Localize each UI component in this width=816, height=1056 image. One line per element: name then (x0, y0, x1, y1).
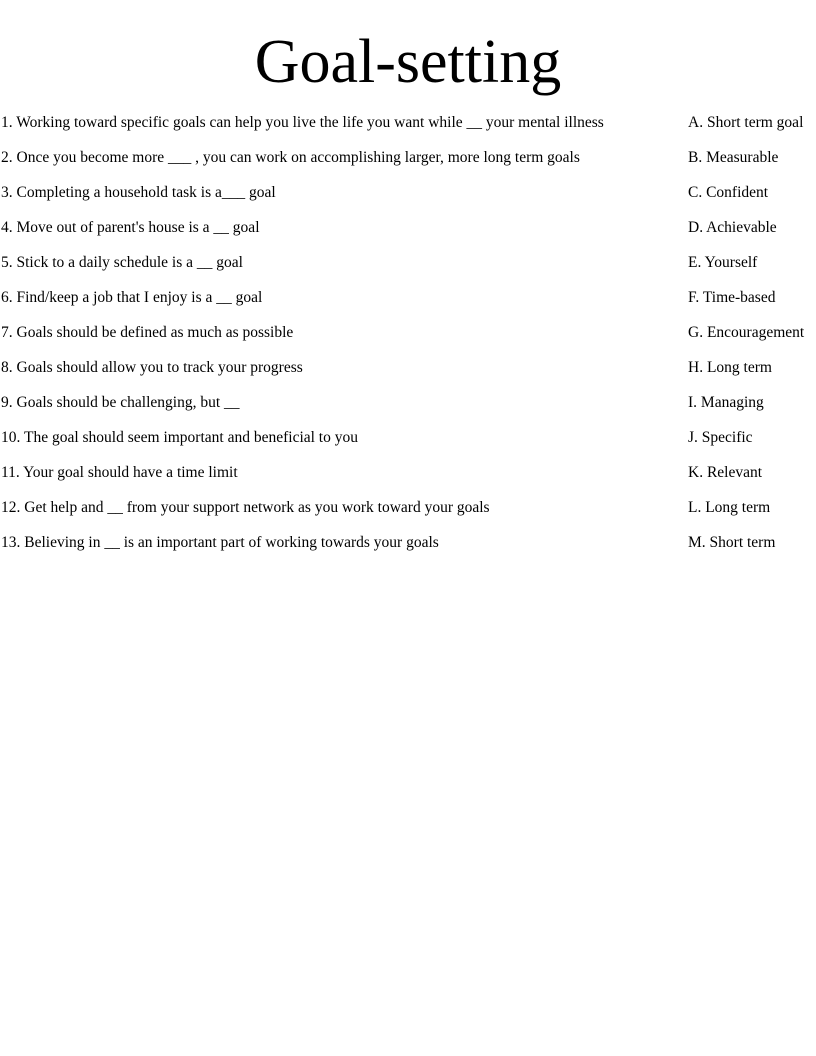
matching-row (0, 218, 816, 253)
question-8: 8. Goals should allow you to track your progress (1, 359, 303, 376)
answer-j: J. Specific (688, 429, 753, 446)
answer-b: B. Measurable (688, 149, 779, 166)
matching-row (0, 498, 816, 533)
answer-f: F. Time-based (688, 289, 776, 306)
matching-row (0, 183, 816, 218)
question-5: 5. Stick to a daily schedule is a __ goal (1, 254, 243, 271)
matching-row (0, 253, 816, 288)
question-10: 10. The goal should seem important and beneficial to you (1, 429, 358, 446)
question-3: 3. Completing a household task is a___ goal (1, 184, 276, 201)
answer-l: L. Long term (688, 499, 771, 516)
question-9: 9. Goals should be challenging, but __ (1, 394, 240, 411)
matching-list (0, 113, 816, 568)
answer-i: I. Managing (688, 394, 764, 411)
answer-e: E. Yourself (688, 254, 758, 271)
question-11: 11. Your goal should have a time limit (1, 464, 238, 481)
matching-row (0, 533, 816, 568)
question-4: 4. Move out of parent's house is a __ goal (1, 219, 260, 236)
answer-k: K. Relevant (688, 464, 763, 481)
answer-h: H. Long term (688, 359, 772, 376)
answer-g: G. Encouragement (688, 324, 805, 341)
question-6: 6. Find/keep a job that I enjoy is a __ goal (1, 289, 263, 306)
matching-row (0, 323, 816, 358)
matching-row (0, 288, 816, 323)
question-1: 1. Working toward specific goals can help you live the life you want while __ your mental illness (1, 114, 604, 131)
answer-m: M. Short term (688, 534, 776, 551)
answer-a: A. Short term goal (688, 114, 804, 131)
question-7: 7. Goals should be defined as much as possible (1, 324, 294, 341)
matching-row (0, 393, 816, 428)
matching-row (0, 428, 816, 463)
question-12: 12. Get help and __ from your support network as you work toward your goals (1, 499, 490, 516)
matching-row (0, 148, 816, 183)
answer-d: D. Achievable (688, 219, 777, 236)
question-2: 2. Once you become more ___ , you can work on accomplishing larger, more long term goals (1, 149, 580, 166)
matching-row (0, 113, 816, 148)
question-13: 13. Believing in __ is an important part of working towards your goals (1, 534, 439, 551)
answer-c: C. Confident (688, 184, 769, 201)
matching-row (0, 463, 816, 498)
page-title: Goal-setting (254, 28, 562, 96)
matching-row (0, 358, 816, 393)
